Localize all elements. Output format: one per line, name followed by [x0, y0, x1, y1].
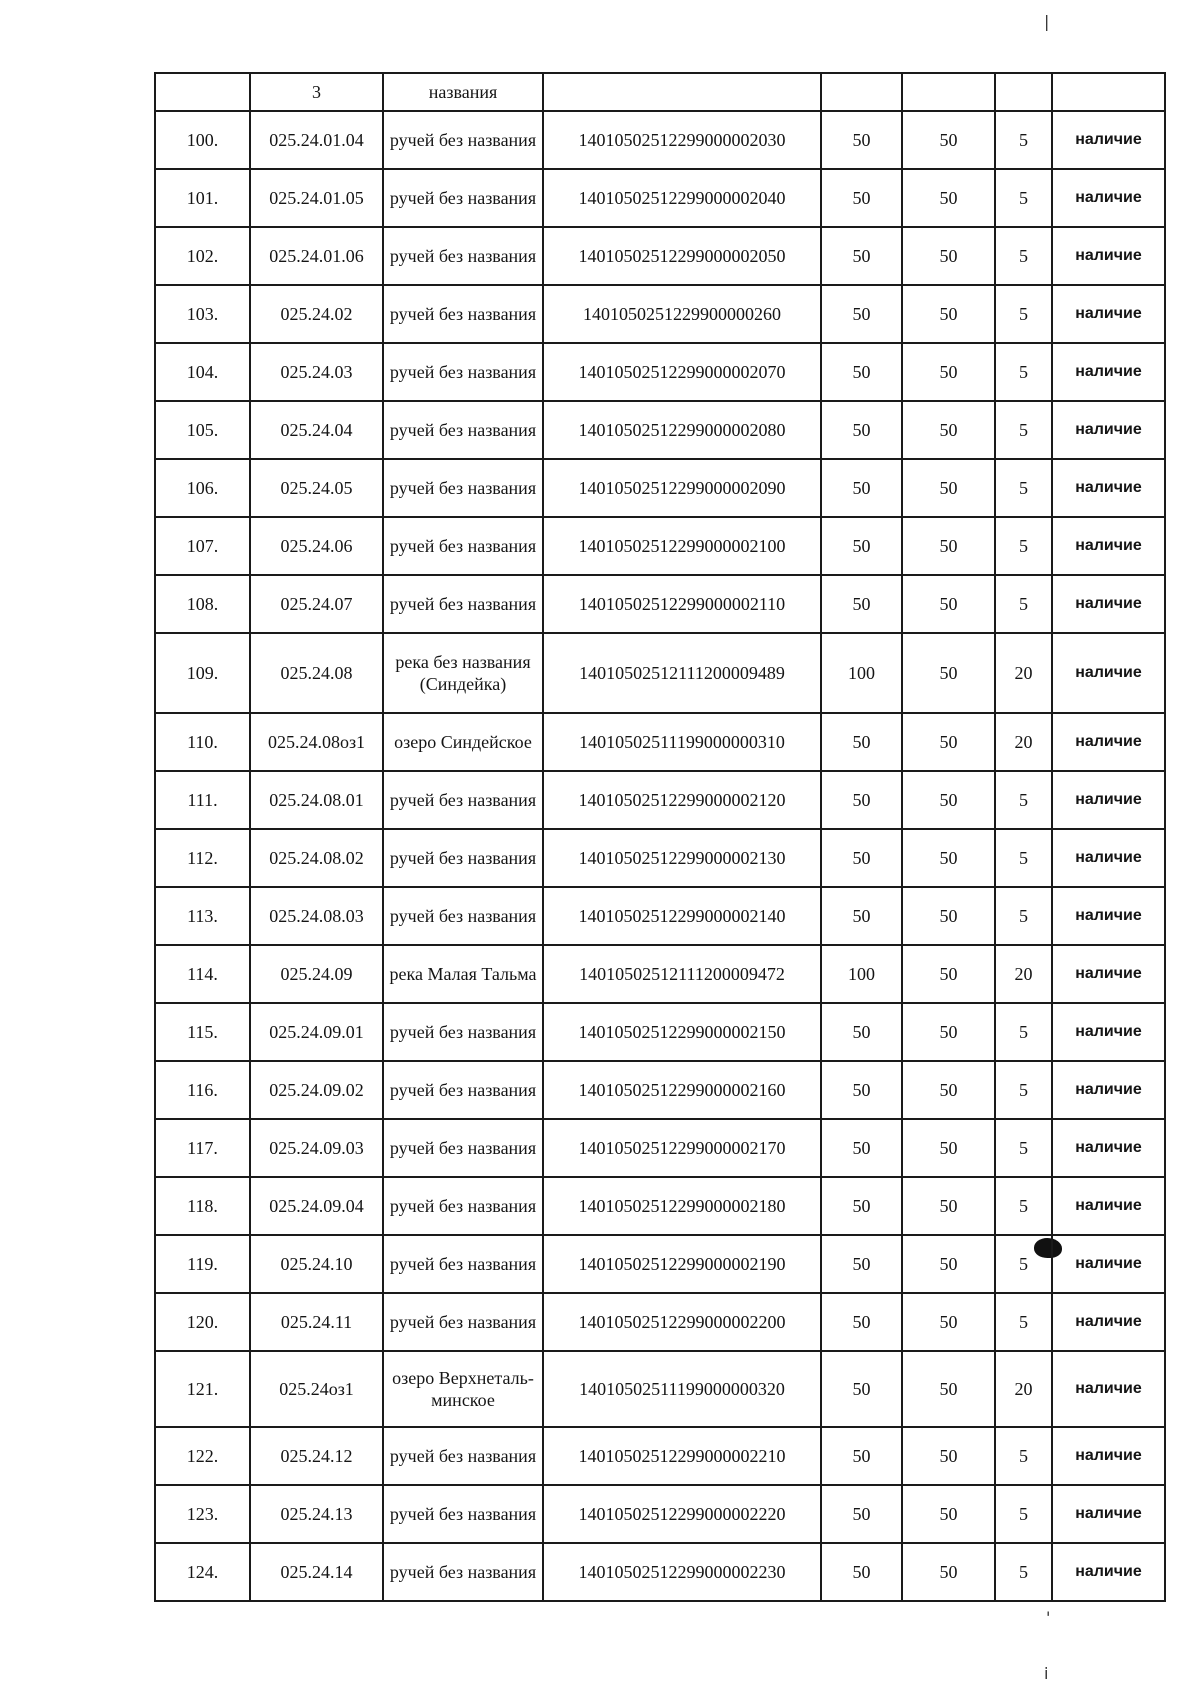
coastal-zone-width-cell: 50	[902, 111, 995, 169]
water-code-cell: 025.24.08.02	[250, 829, 383, 887]
water-code-cell: 025.24.08.01	[250, 771, 383, 829]
cadastral-number-cell: 14010502512299000002140	[543, 887, 821, 945]
shoreline-strip-width-cell	[995, 73, 1052, 111]
coastal-zone-width-cell: 50	[902, 169, 995, 227]
table-row	[155, 1427, 1165, 1485]
shoreline-strip-width-cell: 5	[995, 169, 1052, 227]
coastal-zone-width-cell: 50	[902, 1293, 995, 1351]
water-code-cell: 025.24.06	[250, 517, 383, 575]
status-cell: наличие	[1052, 1351, 1165, 1427]
protection-zone-width-cell: 50	[821, 1427, 902, 1485]
shoreline-strip-width-cell: 5	[995, 401, 1052, 459]
row-number-cell: 107.	[155, 517, 250, 575]
coastal-zone-width-cell: 50	[902, 575, 995, 633]
status-cell: наличие	[1052, 945, 1165, 1003]
coastal-zone-width-cell: 50	[902, 1061, 995, 1119]
status-cell: наличие	[1052, 1235, 1165, 1293]
cadastral-number-cell: 1401050251229900000260	[543, 285, 821, 343]
shoreline-strip-width-cell: 5	[995, 829, 1052, 887]
status-cell: наличие	[1052, 633, 1165, 713]
table-row	[155, 945, 1165, 1003]
water-code-cell: 025.24.08.03	[250, 887, 383, 945]
row-number-cell: 124.	[155, 1543, 250, 1601]
water-body-name-cell: ручей без названия	[383, 1235, 543, 1293]
shoreline-strip-width-cell: 5	[995, 517, 1052, 575]
shoreline-strip-width-cell: 5	[995, 887, 1052, 945]
row-number-cell: 123.	[155, 1485, 250, 1543]
row-number-cell: 111.	[155, 771, 250, 829]
cadastral-number-cell: 14010502512299000002180	[543, 1177, 821, 1235]
water-code-cell: 025.24.08	[250, 633, 383, 713]
protection-zone-width-cell: 50	[821, 1293, 902, 1351]
water-code-cell: 025.24.13	[250, 1485, 383, 1543]
status-cell	[1052, 73, 1165, 111]
water-body-name-cell: ручей без названия	[383, 227, 543, 285]
water-body-name-cell: ручей без названия	[383, 1485, 543, 1543]
water-body-name-cell: ручей без названия	[383, 1543, 543, 1601]
water-code-cell: 025.24.05	[250, 459, 383, 517]
protection-zone-width-cell: 100	[821, 945, 902, 1003]
water-body-name-cell: ручей без названия	[383, 401, 543, 459]
row-number-cell: 118.	[155, 1177, 250, 1235]
water-body-name-cell: ручей без названия	[383, 1003, 543, 1061]
coastal-zone-width-cell: 50	[902, 771, 995, 829]
row-number-cell: 120.	[155, 1293, 250, 1351]
shoreline-strip-width-cell: 5	[995, 459, 1052, 517]
row-number-cell: 114.	[155, 945, 250, 1003]
cadastral-number-cell: 14010502512299000002110	[543, 575, 821, 633]
protection-zone-width-cell: 50	[821, 111, 902, 169]
coastal-zone-width-cell: 50	[902, 945, 995, 1003]
water-code-cell: 025.24.09.04	[250, 1177, 383, 1235]
coastal-zone-width-cell: 50	[902, 1485, 995, 1543]
coastal-zone-width-cell: 50	[902, 713, 995, 771]
water-code-cell: 025.24.12	[250, 1427, 383, 1485]
cadastral-number-cell: 14010502512299000002040	[543, 169, 821, 227]
cadastral-number-cell: 14010502512299000002120	[543, 771, 821, 829]
protection-zone-width-cell: 50	[821, 459, 902, 517]
coastal-zone-width-cell: 50	[902, 1119, 995, 1177]
status-cell: наличие	[1052, 1485, 1165, 1543]
shoreline-strip-width-cell: 20	[995, 633, 1052, 713]
water-code-cell: 025.24.09	[250, 945, 383, 1003]
shoreline-strip-width-cell: 5	[995, 1485, 1052, 1543]
cadastral-number-cell: 14010502512299000002220	[543, 1485, 821, 1543]
table-row	[155, 517, 1165, 575]
row-number-cell: 110.	[155, 713, 250, 771]
cadastral-number-cell: 14010502512299000002030	[543, 111, 821, 169]
water-body-name-cell: ручей без названия	[383, 771, 543, 829]
protection-zone-width-cell: 50	[821, 713, 902, 771]
row-number-cell: 102.	[155, 227, 250, 285]
row-number-cell: 101.	[155, 169, 250, 227]
status-cell: наличие	[1052, 285, 1165, 343]
coastal-zone-width-cell: 50	[902, 459, 995, 517]
coastal-zone-width-cell: 50	[902, 227, 995, 285]
water-body-name-cell: озеро Верхнеталь-минское	[383, 1351, 543, 1427]
water-body-name-cell: ручей без названия	[383, 285, 543, 343]
water-code-cell: 025.24.14	[250, 1543, 383, 1601]
water-body-name-cell: ручей без названия	[383, 517, 543, 575]
cadastral-number-cell: 14010502512299000002210	[543, 1427, 821, 1485]
water-body-name-cell: ручей без названия	[383, 459, 543, 517]
shoreline-strip-width-cell: 5	[995, 1427, 1052, 1485]
row-number-cell: 103.	[155, 285, 250, 343]
row-number-cell: 108.	[155, 575, 250, 633]
row-number-cell: 117.	[155, 1119, 250, 1177]
row-number-cell: 121.	[155, 1351, 250, 1427]
status-cell: наличие	[1052, 1543, 1165, 1601]
water-body-name-cell: ручей без названия	[383, 1061, 543, 1119]
scan-mark-bottom-b: i	[1044, 1664, 1049, 1683]
table-row	[155, 343, 1165, 401]
status-cell: наличие	[1052, 1061, 1165, 1119]
cadastral-number-cell	[543, 73, 821, 111]
scan-mark-bottom-a: '	[1046, 1608, 1051, 1627]
protection-zone-width-cell: 50	[821, 575, 902, 633]
water-code-cell: 025.24.07	[250, 575, 383, 633]
water-body-name-cell: ручей без названия	[383, 1119, 543, 1177]
coastal-zone-width-cell: 50	[902, 1235, 995, 1293]
coastal-zone-width-cell	[902, 73, 995, 111]
table-row	[155, 713, 1165, 771]
status-cell: наличие	[1052, 1427, 1165, 1485]
row-number-cell: 104.	[155, 343, 250, 401]
water-code-cell: 025.24.08оз1	[250, 713, 383, 771]
cadastral-number-cell: 14010502512299000002150	[543, 1003, 821, 1061]
cadastral-number-cell: 14010502512299000002050	[543, 227, 821, 285]
cadastral-number-cell: 14010502512299000002070	[543, 343, 821, 401]
water-code-cell: 025.24.01.06	[250, 227, 383, 285]
water-body-name-cell: ручей без названия	[383, 1177, 543, 1235]
protection-zone-width-cell	[821, 73, 902, 111]
coastal-zone-width-cell: 50	[902, 887, 995, 945]
protection-zone-width-cell: 50	[821, 1003, 902, 1061]
shoreline-strip-width-cell: 5	[995, 227, 1052, 285]
status-cell: наличие	[1052, 713, 1165, 771]
water-bodies-table	[154, 72, 1166, 1602]
coastal-zone-width-cell: 50	[902, 1177, 995, 1235]
row-number-cell: 119.	[155, 1235, 250, 1293]
water-body-name-cell: ручей без названия	[383, 343, 543, 401]
water-code-cell: 025.24.09.03	[250, 1119, 383, 1177]
shoreline-strip-width-cell: 5	[995, 771, 1052, 829]
row-number-cell: 106.	[155, 459, 250, 517]
table-body	[155, 73, 1165, 1601]
water-body-name-cell: река Малая Тальма	[383, 945, 543, 1003]
water-code-cell: 025.24.03	[250, 343, 383, 401]
status-cell: наличие	[1052, 1003, 1165, 1061]
protection-zone-width-cell: 50	[821, 285, 902, 343]
coastal-zone-width-cell: 50	[902, 343, 995, 401]
table-row	[155, 887, 1165, 945]
table-row	[155, 1061, 1165, 1119]
protection-zone-width-cell: 50	[821, 829, 902, 887]
table-row	[155, 1293, 1165, 1351]
coastal-zone-width-cell: 50	[902, 633, 995, 713]
shoreline-strip-width-cell: 5	[995, 285, 1052, 343]
table-row	[155, 575, 1165, 633]
water-body-name-cell: ручей без названия	[383, 111, 543, 169]
protection-zone-width-cell: 50	[821, 1177, 902, 1235]
table-row	[155, 771, 1165, 829]
protection-zone-width-cell: 50	[821, 227, 902, 285]
water-body-name-cell: ручей без названия	[383, 1427, 543, 1485]
status-cell: наличие	[1052, 111, 1165, 169]
status-cell: наличие	[1052, 459, 1165, 517]
water-body-name-cell: ручей без названия	[383, 575, 543, 633]
water-code-cell: 025.24.01.04	[250, 111, 383, 169]
table-row	[155, 227, 1165, 285]
shoreline-strip-width-cell: 5	[995, 1293, 1052, 1351]
water-body-name-cell: ручей без названия	[383, 829, 543, 887]
shoreline-strip-width-cell: 5	[995, 575, 1052, 633]
cadastral-number-cell: 14010502512299000002130	[543, 829, 821, 887]
water-code-cell: 025.24.09.01	[250, 1003, 383, 1061]
cadastral-number-cell: 14010502512299000002190	[543, 1235, 821, 1293]
cadastral-number-cell: 14010502512299000002160	[543, 1061, 821, 1119]
water-body-name-cell: ручей без названия	[383, 1293, 543, 1351]
shoreline-strip-width-cell: 5	[995, 1003, 1052, 1061]
status-cell: наличие	[1052, 517, 1165, 575]
status-cell: наличие	[1052, 169, 1165, 227]
shoreline-strip-width-cell: 5	[995, 1061, 1052, 1119]
water-code-cell: 025.24.04	[250, 401, 383, 459]
coastal-zone-width-cell: 50	[902, 829, 995, 887]
protection-zone-width-cell: 50	[821, 1235, 902, 1293]
shoreline-strip-width-cell: 5	[995, 343, 1052, 401]
protection-zone-width-cell: 50	[821, 1351, 902, 1427]
protection-zone-width-cell: 50	[821, 1061, 902, 1119]
row-number-cell: 122.	[155, 1427, 250, 1485]
water-code-cell: 025.24.10	[250, 1235, 383, 1293]
coastal-zone-width-cell: 50	[902, 1003, 995, 1061]
water-body-name-cell: озеро Синдейское	[383, 713, 543, 771]
row-number-cell	[155, 73, 250, 111]
table-row	[155, 73, 1165, 111]
table-row	[155, 111, 1165, 169]
status-cell: наличие	[1052, 887, 1165, 945]
coastal-zone-width-cell: 50	[902, 285, 995, 343]
coastal-zone-width-cell: 50	[902, 1427, 995, 1485]
table-row	[155, 1177, 1165, 1235]
row-number-cell: 112.	[155, 829, 250, 887]
protection-zone-width-cell: 100	[821, 633, 902, 713]
status-cell: наличие	[1052, 1119, 1165, 1177]
scan-mark-top: |	[1044, 12, 1050, 31]
shoreline-strip-width-cell: 5	[995, 1543, 1052, 1601]
table-row	[155, 1119, 1165, 1177]
status-cell: наличие	[1052, 343, 1165, 401]
row-number-cell: 109.	[155, 633, 250, 713]
coastal-zone-width-cell: 50	[902, 1351, 995, 1427]
protection-zone-width-cell: 50	[821, 1543, 902, 1601]
water-body-name-cell: река без названия (Синдейка)	[383, 633, 543, 713]
table-row	[155, 169, 1165, 227]
water-code-cell: 3	[250, 73, 383, 111]
row-number-cell: 116.	[155, 1061, 250, 1119]
protection-zone-width-cell: 50	[821, 771, 902, 829]
shoreline-strip-width-cell: 5	[995, 111, 1052, 169]
cadastral-number-cell: 14010502512299000002230	[543, 1543, 821, 1601]
table-row	[155, 1003, 1165, 1061]
cadastral-number-cell: 14010502512111200009472	[543, 945, 821, 1003]
cadastral-number-cell: 14010502511199000000310	[543, 713, 821, 771]
water-body-name-cell: ручей без названия	[383, 169, 543, 227]
shoreline-strip-width-cell: 20	[995, 1351, 1052, 1427]
protection-zone-width-cell: 50	[821, 517, 902, 575]
coastal-zone-width-cell: 50	[902, 1543, 995, 1601]
table-row	[155, 1543, 1165, 1601]
protection-zone-width-cell: 50	[821, 1485, 902, 1543]
table-row	[155, 1351, 1165, 1427]
table-row	[155, 285, 1165, 343]
protection-zone-width-cell: 50	[821, 401, 902, 459]
row-number-cell: 100.	[155, 111, 250, 169]
table-row	[155, 633, 1165, 713]
table-row	[155, 1485, 1165, 1543]
cadastral-number-cell: 14010502512111200009489	[543, 633, 821, 713]
cadastral-number-cell: 14010502512299000002090	[543, 459, 821, 517]
table-row	[155, 401, 1165, 459]
cadastral-number-cell: 14010502511199000000320	[543, 1351, 821, 1427]
coastal-zone-width-cell: 50	[902, 517, 995, 575]
water-body-name-cell: ручей без названия	[383, 887, 543, 945]
shoreline-strip-width-cell: 5	[995, 1119, 1052, 1177]
protection-zone-width-cell: 50	[821, 169, 902, 227]
water-code-cell: 025.24оз1	[250, 1351, 383, 1427]
water-code-cell: 025.24.09.02	[250, 1061, 383, 1119]
cadastral-number-cell: 14010502512299000002100	[543, 517, 821, 575]
protection-zone-width-cell: 50	[821, 343, 902, 401]
row-number-cell: 115.	[155, 1003, 250, 1061]
table-row	[155, 829, 1165, 887]
row-number-cell: 113.	[155, 887, 250, 945]
status-cell: наличие	[1052, 1177, 1165, 1235]
table-row	[155, 459, 1165, 517]
status-cell: наличие	[1052, 771, 1165, 829]
cadastral-number-cell: 14010502512299000002080	[543, 401, 821, 459]
status-cell: наличие	[1052, 575, 1165, 633]
coastal-zone-width-cell: 50	[902, 401, 995, 459]
protection-zone-width-cell: 50	[821, 887, 902, 945]
status-cell: наличие	[1052, 829, 1165, 887]
status-cell: наличие	[1052, 1293, 1165, 1351]
row-number-cell: 105.	[155, 401, 250, 459]
cadastral-number-cell: 14010502512299000002200	[543, 1293, 821, 1351]
shoreline-strip-width-cell: 20	[995, 713, 1052, 771]
water-code-cell: 025.24.02	[250, 285, 383, 343]
water-code-cell: 025.24.01.05	[250, 169, 383, 227]
status-cell: наличие	[1052, 401, 1165, 459]
protection-zone-width-cell: 50	[821, 1119, 902, 1177]
cadastral-number-cell: 14010502512299000002170	[543, 1119, 821, 1177]
water-body-name-cell: названия	[383, 73, 543, 111]
shoreline-strip-width-cell: 20	[995, 945, 1052, 1003]
shoreline-strip-width-cell: 5	[995, 1235, 1052, 1293]
table-row	[155, 1235, 1165, 1293]
water-code-cell: 025.24.11	[250, 1293, 383, 1351]
status-cell: наличие	[1052, 227, 1165, 285]
shoreline-strip-width-cell: 5	[995, 1177, 1052, 1235]
